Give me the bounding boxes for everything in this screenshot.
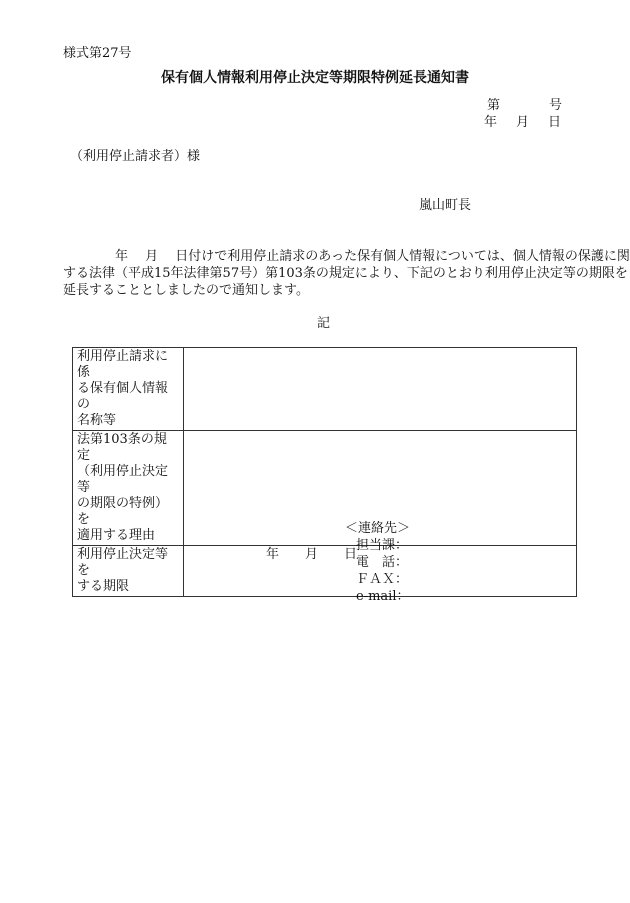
body-line-1: 年 月 日付けで利用停止請求のあった保有個人情報については、個人情報の保護に関: [63, 249, 630, 264]
contact-dept: 担当課：: [356, 538, 409, 553]
contact-tel: 電 話：: [356, 555, 409, 570]
ki-heading: 記: [317, 316, 331, 331]
date-year: 年: [484, 115, 498, 130]
table-row: [73, 546, 577, 597]
label-line: る保有個人情報の: [77, 381, 169, 412]
form-number: 様式第27号: [63, 46, 132, 61]
row-label-reason: [73, 431, 184, 546]
label-line: する期限: [77, 579, 130, 594]
label-line: 名称等: [77, 413, 117, 428]
contact-fax: ＦＡＸ：: [356, 572, 409, 587]
row-label-target-info: [73, 348, 184, 431]
label-line: の期限の特例）を: [77, 496, 169, 527]
body-line-2: する法律（平成15年法律第57号）第103条の規定により、下記のとおり利用停止決定等の期限を: [63, 266, 628, 281]
sender: 嵐山町長: [419, 198, 472, 213]
contact-email: e-mail：: [356, 589, 410, 604]
date-month: 月: [516, 115, 530, 130]
body-line-3: 延長することとしましたので通知します。: [63, 283, 309, 298]
number-dai: 第: [487, 98, 501, 113]
date-day: 日: [548, 115, 562, 130]
number-go: 号: [549, 98, 563, 113]
label-line: 適用する理由: [77, 528, 156, 543]
detail-table: [72, 347, 577, 597]
label-line: 利用停止決定等を: [77, 547, 169, 578]
row-value-deadline: 年 月 日: [184, 546, 577, 597]
document-title: 保有個人情報利用停止決定等期限特例延長通知書: [161, 70, 469, 86]
label-line: （利用停止決定等: [77, 464, 169, 495]
row-value-target-info: [184, 348, 577, 431]
contact-title: ＜連絡先＞: [345, 521, 411, 536]
label-line: 法第103条の規定: [77, 432, 167, 463]
label-line: 利用停止請求に係: [77, 349, 169, 380]
table-row: [73, 348, 577, 431]
recipient: （利用停止請求者）様: [70, 149, 201, 164]
table-row: [73, 431, 577, 546]
row-label-deadline: [73, 546, 184, 597]
